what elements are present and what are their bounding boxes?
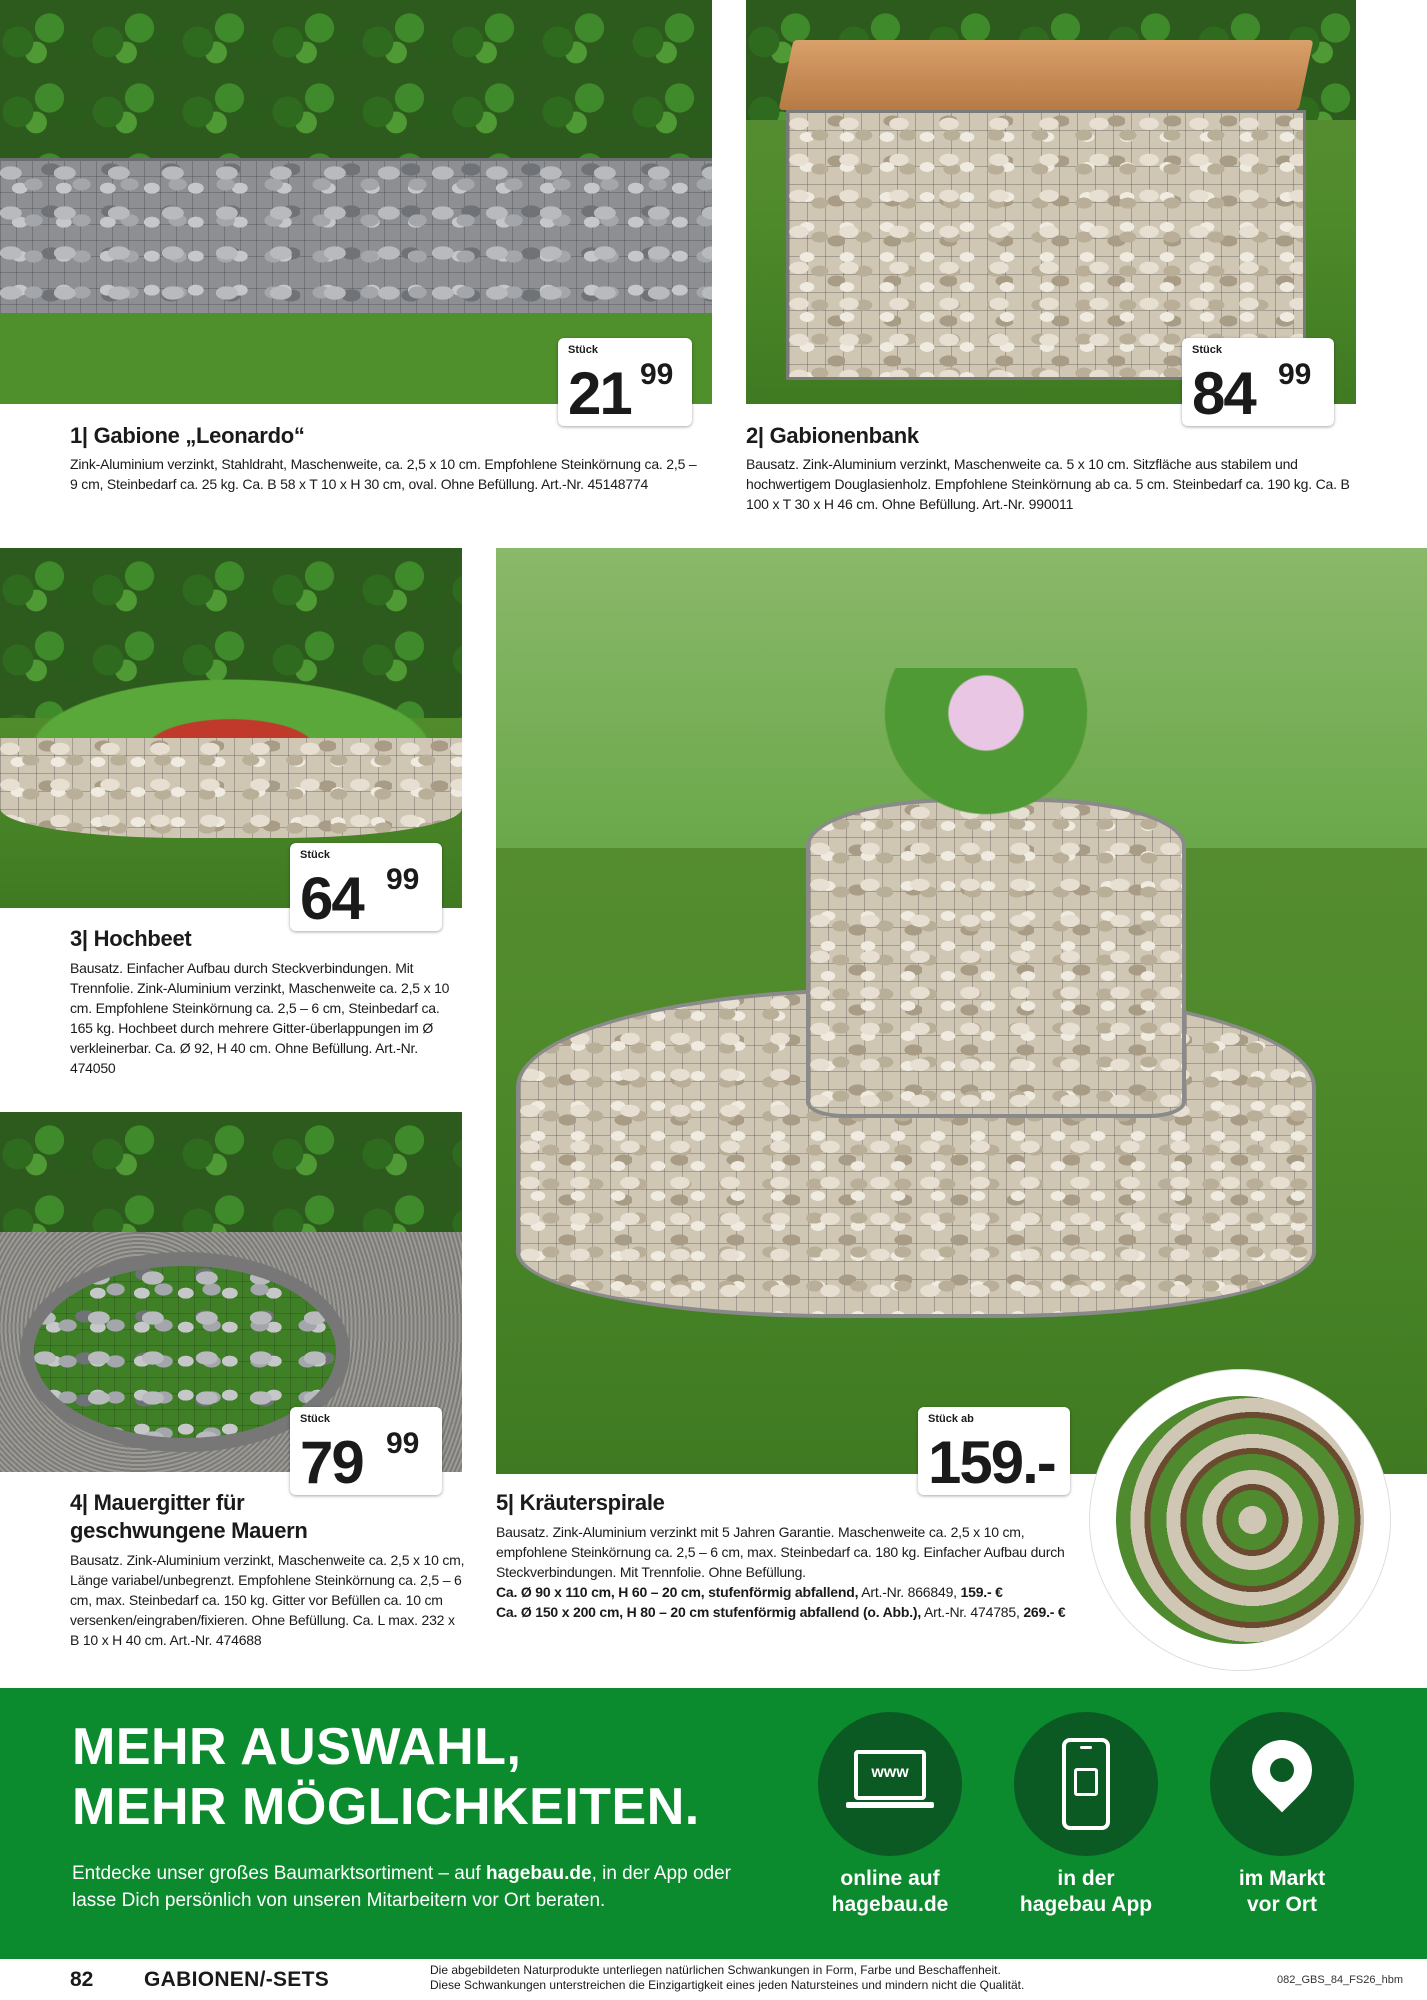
product-title: 2| Gabionenbank bbox=[746, 423, 919, 448]
photo-plants-background bbox=[0, 1112, 462, 1232]
banner-headline-line1: MEHR AUSWAHL, bbox=[72, 1718, 522, 1776]
online-shop-button[interactable] bbox=[818, 1712, 962, 1856]
banner-text bbox=[72, 1860, 752, 1914]
store-locator-button[interactable] bbox=[1210, 1712, 1354, 1856]
product-description: Bausatz. Zink-Aluminium verzinkt, Maschenweite ca. 5 x 10 cm. Sitzfläche aus stabilem und hochwertigem Douglasienholz. Empfohlene Steinkörnung ab ca. 5 cm. Steinbedarf ca. 190 kg. Ca. B 100 x T 30 x H 46 cm. Ohne Befüllung. Art.-Nr. 990011 bbox=[746, 456, 1350, 512]
price-unit: Stück bbox=[300, 1413, 330, 1425]
price-tag-gabione-leonardo bbox=[558, 338, 692, 426]
variant-1-article: Art.-Nr. 866849, bbox=[858, 1584, 961, 1600]
product-title: 3| Hochbeet bbox=[70, 926, 192, 951]
product-title: 1| Gabione „Leonardo“ bbox=[70, 423, 305, 448]
laptop-www-icon bbox=[846, 1750, 934, 1816]
online-shop-label[interactable] bbox=[790, 1866, 990, 1918]
banner-headline-line2: MEHR MÖGLICHKEITEN. bbox=[72, 1778, 700, 1836]
price-main: 64 bbox=[300, 865, 363, 932]
photo-plants-background bbox=[0, 0, 712, 165]
footer-disclaimer bbox=[430, 1963, 1024, 1993]
photo-spiral-inner bbox=[806, 798, 1186, 1118]
price-main: 159.- bbox=[928, 1429, 1055, 1496]
banner-text-part2: , in der App oder lasse Dich persönlich von unseren Mitarbeitern vor Ort beraten. bbox=[72, 1863, 731, 1911]
price-unit: Stück ab bbox=[928, 1413, 974, 1425]
price-cents: 99 bbox=[386, 1427, 420, 1460]
disclaimer-line1: Die abgebildeten Naturprodukte unterliegen natürlichen Schwankungen in Form, Farbe und Beschaffenheit. bbox=[430, 1963, 1001, 1977]
photo-bench-seat bbox=[779, 40, 1314, 110]
photo-vegetables bbox=[0, 668, 462, 748]
price-tag-mauergitter bbox=[290, 1407, 442, 1495]
product-photo-kraeuterspirale bbox=[496, 548, 1427, 1474]
variant-2-price: 269.- € bbox=[1023, 1604, 1066, 1620]
label-line2: hagebau.de bbox=[831, 1893, 949, 1916]
smartphone-app-icon bbox=[1062, 1738, 1110, 1830]
label-line1: im Markt bbox=[1238, 1867, 1326, 1890]
product-title-line1: 4| Mauergitter für bbox=[70, 1490, 245, 1515]
variant-2-dimensions: Ca. Ø 150 x 200 cm, H 80 – 20 cm stufenförmig abfallend (o. Abb.), bbox=[496, 1604, 922, 1620]
price-cents: 99 bbox=[386, 863, 420, 896]
price-cents: 99 bbox=[1278, 358, 1312, 391]
product-description: Bausatz. Einfacher Aufbau durch Steckverbindungen. Mit Trennfolie. Zink-Aluminium verzinkt, Maschenweite ca. 2,5 x 10 cm. Empfohlene Steinkörnung ca. 2,5 – 6 cm, Steinbedarf ca. 165 kg. Hochbeet durch mehrere Gitter-überlappungen im Ø verkleinerbar. Ca. Ø 92, H 40 cm. Ohne Befüllung. Art.-Nr. 474050 bbox=[70, 960, 450, 1076]
product-description bbox=[496, 1522, 1076, 1622]
product-title: 5| Kräuterspirale bbox=[496, 1490, 665, 1515]
www-label: www bbox=[871, 1764, 909, 1781]
banner-text-part1: Entdecke unser großes Baumarktsortiment – auf bbox=[72, 1863, 486, 1884]
price-unit: Stück bbox=[1192, 344, 1222, 356]
label-line1: online auf bbox=[840, 1867, 940, 1890]
disclaimer-line2: Diese Schwankungen unterstreichen die Einzigartigkeit eines jeden Natursteines und mindern nicht die Qualität. bbox=[430, 1978, 1025, 1992]
product-title-line2: geschwungene Mauern bbox=[70, 1518, 308, 1543]
label-line2: vor Ort bbox=[1246, 1893, 1317, 1916]
photo-herbs bbox=[856, 668, 1116, 818]
page-number: 82 bbox=[70, 1968, 94, 1991]
description-text: Bausatz. Zink-Aluminium verzinkt mit 5 Jahren Garantie. Maschenweite ca. 2,5 x 10 cm, empfohlene Steinkörnung ca. 2,5 – 6 cm, max. Steinbedarf ca. 180 kg. Einfacher Aufbau durch Steckverbindungen. Mit Trennfolie. Ohne Befüllung. bbox=[496, 1524, 1065, 1580]
price-unit: Stück bbox=[568, 344, 598, 356]
label-line1: in der bbox=[1057, 1867, 1115, 1890]
variant-1-dimensions: Ca. Ø 90 x 110 cm, H 60 – 20 cm, stufenförmig abfallend, bbox=[496, 1584, 859, 1600]
product-description: Zink-Aluminium verzinkt, Stahldraht, Maschenweite, ca. 2,5 x 10 cm. Empfohlene Steinkörnung ca. 2,5 – 9 cm, Steinbedarf ca. 25 kg. Ca. B 58 x T 10 x H 30 cm, oval. Ohne Befüllung. Art.-Nr. 45148774 bbox=[70, 456, 697, 492]
photo-inset-spiral-topview bbox=[1090, 1370, 1390, 1670]
product-description: Bausatz. Zink-Aluminium verzinkt, Maschenweite ca. 2,5 x 10 cm, Länge variabel/unbegrenzt. Empfohlene Steinkörnung ca. 2,5 – 6 cm, max. Steinbedarf ca. 150 kg. Gitter vor Befüllen ca. 10 cm versenken/eingraben/fixieren. Ohne Befüllung. Ca. L max. 232 x B 10 x H 40 cm. Art.-Nr. 474688 bbox=[70, 1552, 465, 1648]
price-tag-kraeuterspirale bbox=[918, 1407, 1070, 1495]
promo-banner bbox=[0, 1688, 1427, 1959]
hagebau-app-button[interactable] bbox=[1014, 1712, 1158, 1856]
variant-1-price: 159.- € bbox=[960, 1584, 1003, 1600]
banner-link-hagebau[interactable]: hagebau.de bbox=[485, 1863, 592, 1884]
variant-2-article: Art.-Nr. 474785, bbox=[921, 1604, 1024, 1620]
price-cents: 99 bbox=[640, 358, 674, 391]
category-title: GABIONEN/-SETS bbox=[144, 1968, 330, 1991]
price-unit: Stück bbox=[300, 849, 330, 861]
price-main: 21 bbox=[568, 360, 631, 427]
hagebau-app-label[interactable] bbox=[986, 1866, 1186, 1918]
store-locator-label[interactable] bbox=[1182, 1866, 1382, 1918]
price-main: 79 bbox=[300, 1429, 363, 1496]
price-tag-gabionenbank bbox=[1182, 338, 1334, 426]
label-line2: hagebau App bbox=[1019, 1893, 1153, 1916]
print-code: 082_GBS_84_FS26_hbm bbox=[1277, 1974, 1403, 1986]
location-pin-icon bbox=[1240, 1728, 1325, 1813]
photo-gabion-wall bbox=[0, 158, 712, 313]
price-main: 84 bbox=[1192, 360, 1255, 427]
photo-raised-bed bbox=[0, 738, 462, 838]
price-tag-hochbeet bbox=[290, 843, 442, 931]
inset-spiral-pattern bbox=[1116, 1396, 1364, 1644]
